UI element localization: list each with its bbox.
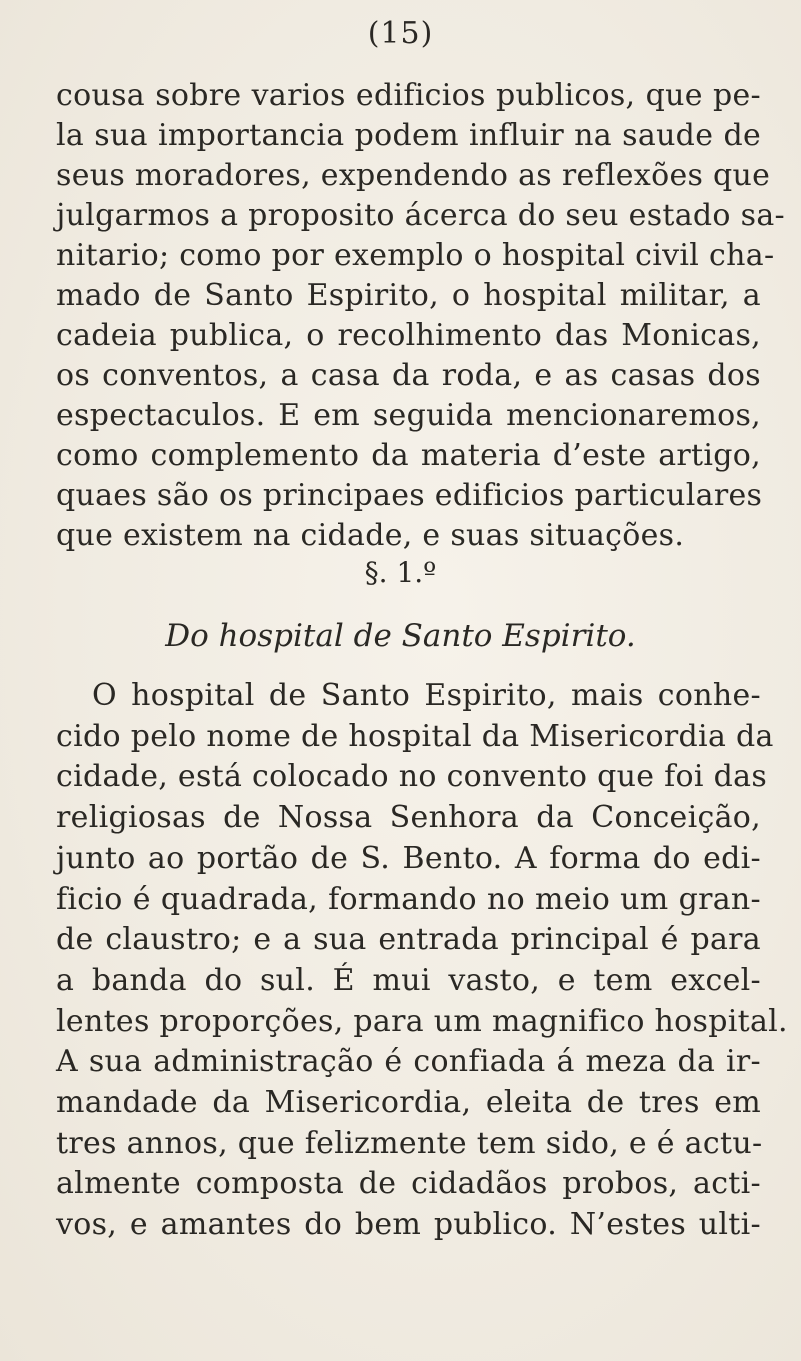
text-line: almente composta de cidadãos probos, acti- [56,1166,761,1202]
text-line: de claustro; e a sua entrada principal é para [56,922,761,958]
text-line: ficio é quadrada, formando no meio um gran- [56,881,761,917]
text-line: a banda do sul. É mui vasto, e tem excel- [56,962,761,998]
text-line: junto ao portão de S. Bento. A forma do edi- [56,840,761,876]
text-line: seus moradores, expendendo as reflexões que [56,158,771,193]
text-line: como complemento da materia d’este artigo, [56,438,761,473]
text-line: mandade da Misericordia, eleita de tres em [56,1085,761,1121]
text-line: espectaculos. E em seguida mencionaremos, [56,398,761,433]
text-line: lentes proporções, para um magnifico hospital. [56,1003,788,1039]
section-number: §. 1.º [364,556,437,589]
page-number: (15) [367,16,434,51]
text-line: nitario; como por exemplo o hospital civil cha- [56,238,775,273]
text-line: religiosas de Nossa Senhora da Conceição, [56,800,761,836]
text-line: que existem na cidade, e suas situações. [56,518,685,553]
text-line: la sua importancia podem influir na saude de [56,118,761,153]
text-line: quaes são os principaes edificios particulares [56,478,763,513]
intro-paragraph [56,76,785,556]
text-line: tres annos, que felizmente tem sido, e é actu- [56,1125,763,1161]
text-line: mado de Santo Espirito, o hospital militar, a [56,278,761,313]
text-line: vos, e amantes do bem publico. N’estes ulti- [56,1207,761,1243]
text-line: A sua administração é confiada á meza da ir- [56,1044,761,1080]
text-line: os conventos, a casa da roda, e as casas dos [56,358,761,393]
hospital-paragraph [56,676,788,1246]
text-line: cido pelo nome de hospital da Misericordia da [56,718,774,754]
text-line: julgarmos a proposito ácerca do seu estado sa- [56,198,785,233]
text-line: cidade, está colocado no convento que foi das [56,759,768,795]
section-title: Do hospital de Santo Espirito. [165,618,636,654]
text-line: cousa sobre varios edificios publicos, que pe- [56,78,761,113]
text-line: cadeia publica, o recolhimento das Monicas, [56,318,761,353]
text-line: O hospital de Santo Espirito, mais conhe- [92,678,761,713]
